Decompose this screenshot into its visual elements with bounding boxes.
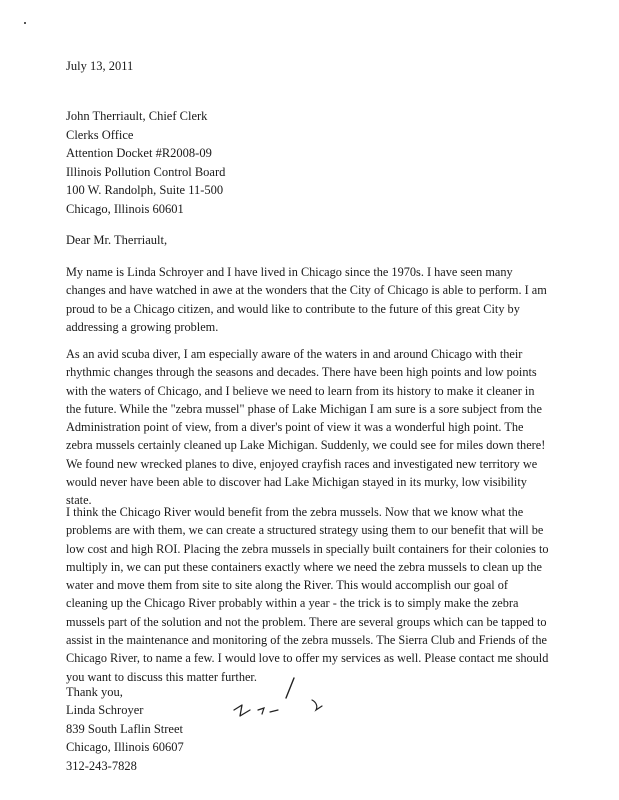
body-paragraph: As an avid scuba diver, I am especially aware of the waters in and around Chicago with their rhythmic changes through the seasons and decades. There have been high points and low points with the waters of Chicago, and I believe we need to learn from its history to make it cleaner in the future. While the "zebra mussel" phase of Lake Michigan I am sure is a sore subject from the Administration point of view, from a diver's point of view it was a wonderful high point. The zebra mussels certainly cleaned up Lake Michigan. Suddenly, we could see for miles down there! We found new wrecked planes to dive, enjoyed crayfish races and investigated new territory we would never have been able to discover had Lake Michigan stayed in its murky, low visibility state.: [66, 347, 546, 508]
salutation: Dear Mr. Therriault,: [66, 233, 168, 247]
body-paragraph: My name is Linda Schroyer and I have lived in Chicago since the 1970s. I have seen many changes and have watched in awe at the wonders that the City of Chicago is able to perform. I am proud to be a Chicago citizen, and would like to contribute to the future of this great City by addressing a growing problem.: [66, 265, 547, 334]
sender-street: 839 South Laflin Street: [66, 721, 183, 736]
recipient-line: Clerks Office: [66, 127, 134, 142]
recipient-line: John Therriault, Chief Clerk: [66, 109, 208, 123]
sender-city: Chicago, Illinois 60607: [66, 740, 184, 755]
recipient-line: 100 W. Randolph, Suite 11-500: [66, 183, 224, 198]
recipient-line: Attention Docket #R2008-09: [66, 146, 212, 161]
scan-speck: [24, 22, 26, 24]
handwritten-signature: [232, 672, 332, 720]
body-paragraph: I think the Chicago River would benefit from the zebra mussels. Now that we know what the problems are with them, we can create a structured strategy using them to our benefit that will be low cost and high ROI. Placing the zebra mussels in specially built containers for their colonies to multiply in, we can put these containers exactly where we need the zebra mussels to clean up the water and move them from site to site along the River. This would accomplish our goal of cleaning up the Chicago River probably within a year - the trick is to simply make the zebra mussels part of the solution and not the problem. There are several groups which can be tapped to assist in the maintenance and monitoring of the zebra mussels. The Sierra Club and Friends of the Chicago River, to name a few. I would love to offer my services as well. Please contact me should you want to discuss this matter further.: [66, 505, 549, 684]
recipient-address: [66, 107, 225, 219]
sender-phone: 312-243-7828: [66, 758, 137, 773]
closing: Thank you,: [66, 685, 123, 699]
recipient-line: Illinois Pollution Control Board: [66, 164, 226, 179]
sender-block: [66, 683, 184, 775]
letter-date: July 13, 2011: [66, 59, 134, 73]
sender-name: Linda Schroyer: [66, 703, 144, 718]
recipient-line: Chicago, Illinois 60601: [66, 201, 184, 216]
